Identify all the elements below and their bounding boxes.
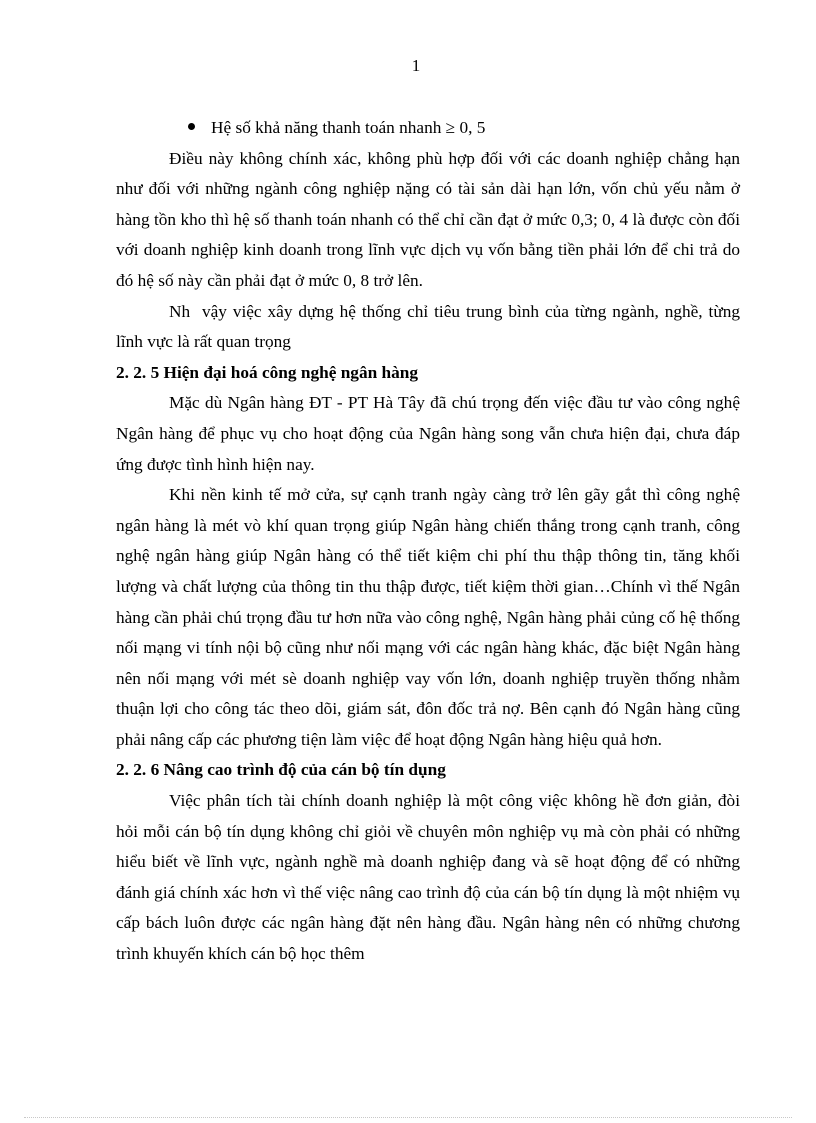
page-bottom-divider bbox=[24, 1117, 792, 1118]
paragraph: Nh vậy việc xây dựng hệ thống chỉ tiêu trung bình của từng ngành, nghề, từng lĩnh vực là rất quan trọng bbox=[116, 301, 745, 352]
paragraph: Khi nền kinh tế mở cửa, sự cạnh tranh ngày càng trở lên gãy gắt thì công nghệ ngân hàng là mét vò khí quan trọng giúp Ngân hàng chiến thắng trong cạnh tranh, công nghệ ngân hàng giúp Ngân hàng có thể tiết kiệm chi phí thu thập thông tin, tăng khối lượng và chất lượng của thông tin thu thập được, tiết kiệm thời gian…Chính vì thế Ngân hàng cần phải chú trọng đầu tư hơn nữa vào công nghệ, Ngân hàng phải củng cố hệ thống nối mạng vi tính nội bộ cũng như nối mạng với các ngân hàng khác, đặc biệt Ngân hàng nên nối mạng với mét sè doanh nghiệp vay vốn lớn, doanh nghiệp truyền thống nhằm thuận lợi cho công tác theo dõi, giám sát, đôn đốc trả nợ. Bên cạnh đó Ngân hàng cũng phải nâng cấp các phương tiện làm việc để hoạt động Ngân hàng hiệu quả hơn. bbox=[116, 485, 740, 749]
page-number: 1 bbox=[411, 56, 421, 75]
bullet-text: Hệ số khả năng thanh toán nhanh ≥ 0, 5 bbox=[211, 118, 486, 137]
paragraph: Việc phân tích tài chính doanh nghiệp là một công việc không hề đơn giản, đòi hỏi mỗi cán bộ tín dụng không chỉ giỏi về chuyên môn nghiệp vụ mà còn phải có những hiểu biết về lĩnh vực, ngành nghề mà doanh nghiệp đang và sẽ hoạt động để có những đánh giá chính xác hơn vì thế việc nâng cao trình độ của cán bộ tín dụng là một nhiệm vụ cấp bách luôn được các ngân hàng đặt nên hàng đầu. Ngân hàng nên có những chương trình khuyến khích cán bộ học thêm bbox=[116, 791, 740, 964]
section-heading: 2. 2. 6 Nâng cao trình độ của cán bộ tín dụng bbox=[116, 760, 446, 780]
bullet-dot-icon bbox=[188, 123, 195, 130]
paragraph: Điều này không chính xác, không phù hợp đối với các doanh nghiệp chẳng hạn như đối với những ngành công nghiệp nặng có tài sản dài hạn lớn, vốn chủ yếu nằm ở hàng tồn kho thì hệ số thanh toán nhanh có thể chỉ cần đạt ở mức 0,3; 0, 4 là được còn đối với doanh nghiệp kinh doanh trong lĩnh vực dịch vụ vốn bằng tiền phải lớn để chi trả do đó hệ số này cần phải đạt ở mức 0, 8 trở lên. bbox=[116, 148, 740, 290]
paragraph: Mặc dù Ngân hàng ĐT - PT Hà Tây đã chú trọng đến việc đầu tư vào công nghệ Ngân hàng để phục vụ cho hoạt động của Ngân hàng song vẫn chưa hiện đại, chưa đáp ứng được tình hình hiện nay. bbox=[116, 393, 740, 474]
bullet-item bbox=[116, 113, 740, 144]
section-heading: 2. 2. 5 Hiện đại hoá công nghệ ngân hàng bbox=[116, 362, 419, 382]
document-body bbox=[116, 113, 745, 970]
